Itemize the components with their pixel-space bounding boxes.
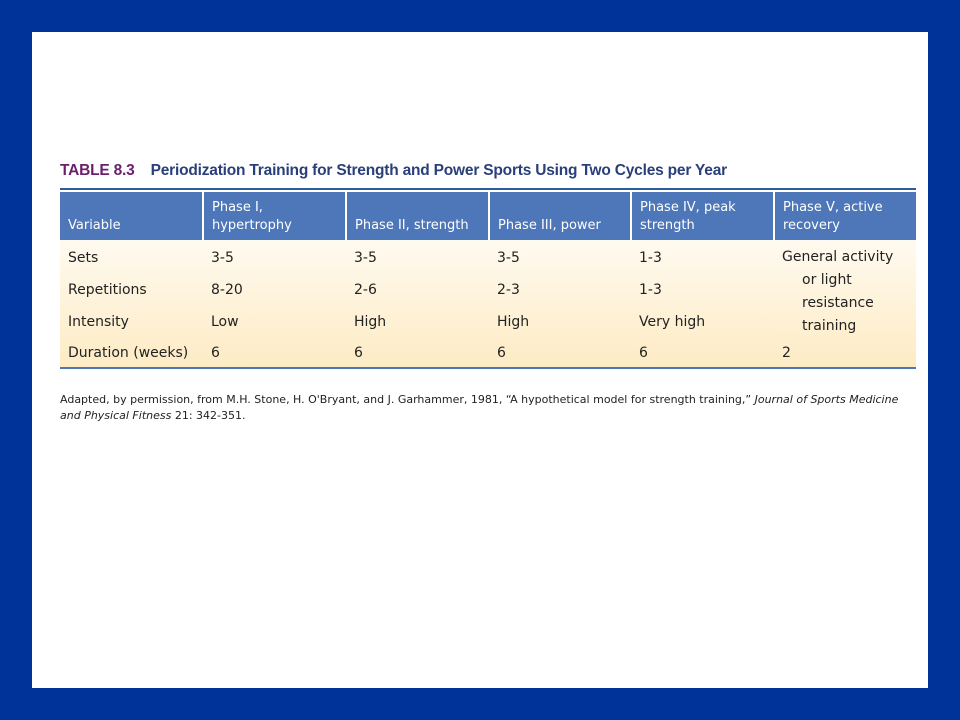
source-note bbox=[60, 392, 916, 424]
table-row bbox=[60, 240, 916, 274]
table-bottom-rule bbox=[60, 367, 916, 369]
row-label: Intensity bbox=[68, 314, 129, 331]
table-cell: Very high bbox=[639, 314, 706, 331]
table-cell: 3-5 bbox=[354, 250, 377, 267]
row-label: Duration (weeks) bbox=[68, 344, 189, 361]
table-cell: 8-20 bbox=[211, 282, 243, 299]
header-phase-4: Phase IV, peak strength bbox=[631, 192, 774, 240]
table-cell: 2 bbox=[782, 344, 791, 361]
table-cell: High bbox=[497, 314, 530, 331]
table-cell: High bbox=[354, 314, 387, 331]
row-label: Sets bbox=[68, 250, 99, 267]
table-cell: 2-6 bbox=[354, 282, 377, 299]
header-variable: Variable bbox=[60, 192, 203, 240]
table-cell: 6 bbox=[497, 344, 506, 361]
phase-5-merged-text: General activity or light resistance training bbox=[782, 249, 894, 334]
table-title bbox=[60, 162, 920, 180]
phase-5-merged-cell bbox=[774, 240, 916, 338]
row-label: Repetitions bbox=[68, 282, 147, 299]
table-container bbox=[60, 192, 916, 369]
table-cell: 6 bbox=[354, 344, 363, 361]
source-journal: Journal of Sports Medicine and Physical Fitness bbox=[60, 393, 899, 422]
table-cell: 2-3 bbox=[497, 282, 520, 299]
slide bbox=[32, 32, 928, 688]
header-phase-1: Phase I, hypertrophy bbox=[203, 192, 346, 240]
source-suffix: 21: 342-351. bbox=[171, 409, 246, 422]
table-cell: 6 bbox=[211, 344, 220, 361]
table-cell: 1-3 bbox=[639, 250, 662, 267]
title-rule bbox=[60, 188, 916, 190]
table-tag: TABLE 8.3 bbox=[60, 162, 135, 179]
header-row bbox=[60, 192, 916, 240]
table-cell: 3-5 bbox=[211, 250, 234, 267]
table-cell: Low bbox=[211, 314, 239, 331]
header-phase-5: Phase V, active recovery bbox=[774, 192, 916, 240]
source-prefix: Adapted, by permission, from M.H. Stone, H. O'Bryant, and J. Garhammer, 1981, “A hypothetical model for strength training,” bbox=[60, 393, 755, 406]
table-row bbox=[60, 338, 916, 367]
table-cell: 1-3 bbox=[639, 282, 662, 299]
periodization-table bbox=[60, 192, 916, 367]
header-phase-2: Phase II, strength bbox=[346, 192, 489, 240]
header-phase-3: Phase III, power bbox=[489, 192, 631, 240]
table-caption: Periodization Training for Strength and Power Sports Using Two Cycles per Year bbox=[150, 162, 727, 179]
table-cell: 3-5 bbox=[497, 250, 520, 267]
table-cell: 6 bbox=[639, 344, 648, 361]
